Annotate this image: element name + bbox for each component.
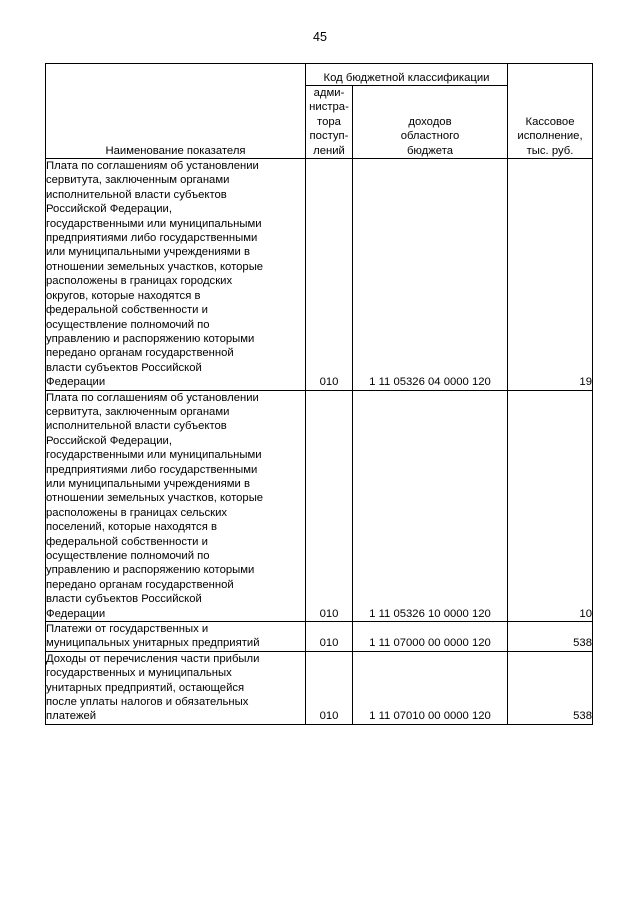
header-regional-budget-revenue-label: доходов областного бюджета [400, 115, 460, 157]
administrator-code-cell: 010 [306, 622, 353, 652]
table-row [46, 390, 593, 622]
table-row [46, 159, 593, 391]
amount-cell: 538 [508, 622, 593, 652]
revenue-code-cell: 1 11 05326 04 0000 120 [353, 159, 508, 391]
page-number: 45 [313, 30, 327, 44]
indicator-name-cell: Плата по соглашениям об установлении сервитута, заключенным органами исполнительной власти субъектов Российской Федерации, государственными или муниципальными предприятиями либо государственными или муниципальными учреждениями в отношении земельных участков, которые расположены в границах сельских поселений, которые находятся в федеральной собственности и осуществление полномочий по управлению и распоряжению которыми передано органам государственной власти субъектов Российской Федерации [46, 390, 306, 622]
revenue-code-cell: 1 11 07000 00 0000 120 [353, 622, 508, 652]
table-row [46, 622, 593, 652]
header-indicator-name: Наименование показателя [46, 64, 306, 159]
amount-cell: 10 [508, 390, 593, 622]
administrator-code-cell: 010 [306, 159, 353, 391]
header-revenue-administrator [306, 86, 353, 159]
amount-cell: 538 [508, 651, 593, 724]
header-cash-execution-label: Кассовое исполнение, тыс. руб. [517, 115, 583, 157]
indicator-name-cell: Доходы от перечисления части прибыли государственных и муниципальных унитарных предприятий, остающейся после уплаты налогов и обязательных платежей [46, 651, 306, 724]
header-cash-execution [508, 64, 593, 159]
amount-cell: 19 [508, 159, 593, 391]
revenue-code-cell: 1 11 07010 00 0000 120 [353, 651, 508, 724]
indicator-name-cell: Плата по соглашениям об установлении сервитута, заключенным органами исполнительной власти субъектов Российской Федерации, государственными или муниципальными предприятиями либо государственными или муниципальными учреждениями в отношении земельных участков, которые расположены в границах городских округов, которые находятся в федеральной собственности и осуществление полномочий по управлению и распоряжению которыми передано органам государственной власти субъектов Российской Федерации [46, 159, 306, 391]
table-row [46, 651, 593, 724]
header-revenue-administrator-label: адми- нистра- тора поступ- лений [309, 87, 349, 157]
header-regional-budget-revenue [353, 86, 508, 159]
budget-revenue-table [45, 63, 593, 725]
revenue-code-cell: 1 11 05326 10 0000 120 [353, 390, 508, 622]
administrator-code-cell: 010 [306, 390, 353, 622]
table-header-row-1 [46, 64, 593, 86]
administrator-code-cell: 010 [306, 651, 353, 724]
header-budget-classification-code: Код бюджетной классификации [306, 64, 508, 86]
indicator-name-cell: Платежи от государственных и муниципальных унитарных предприятий [46, 622, 306, 652]
